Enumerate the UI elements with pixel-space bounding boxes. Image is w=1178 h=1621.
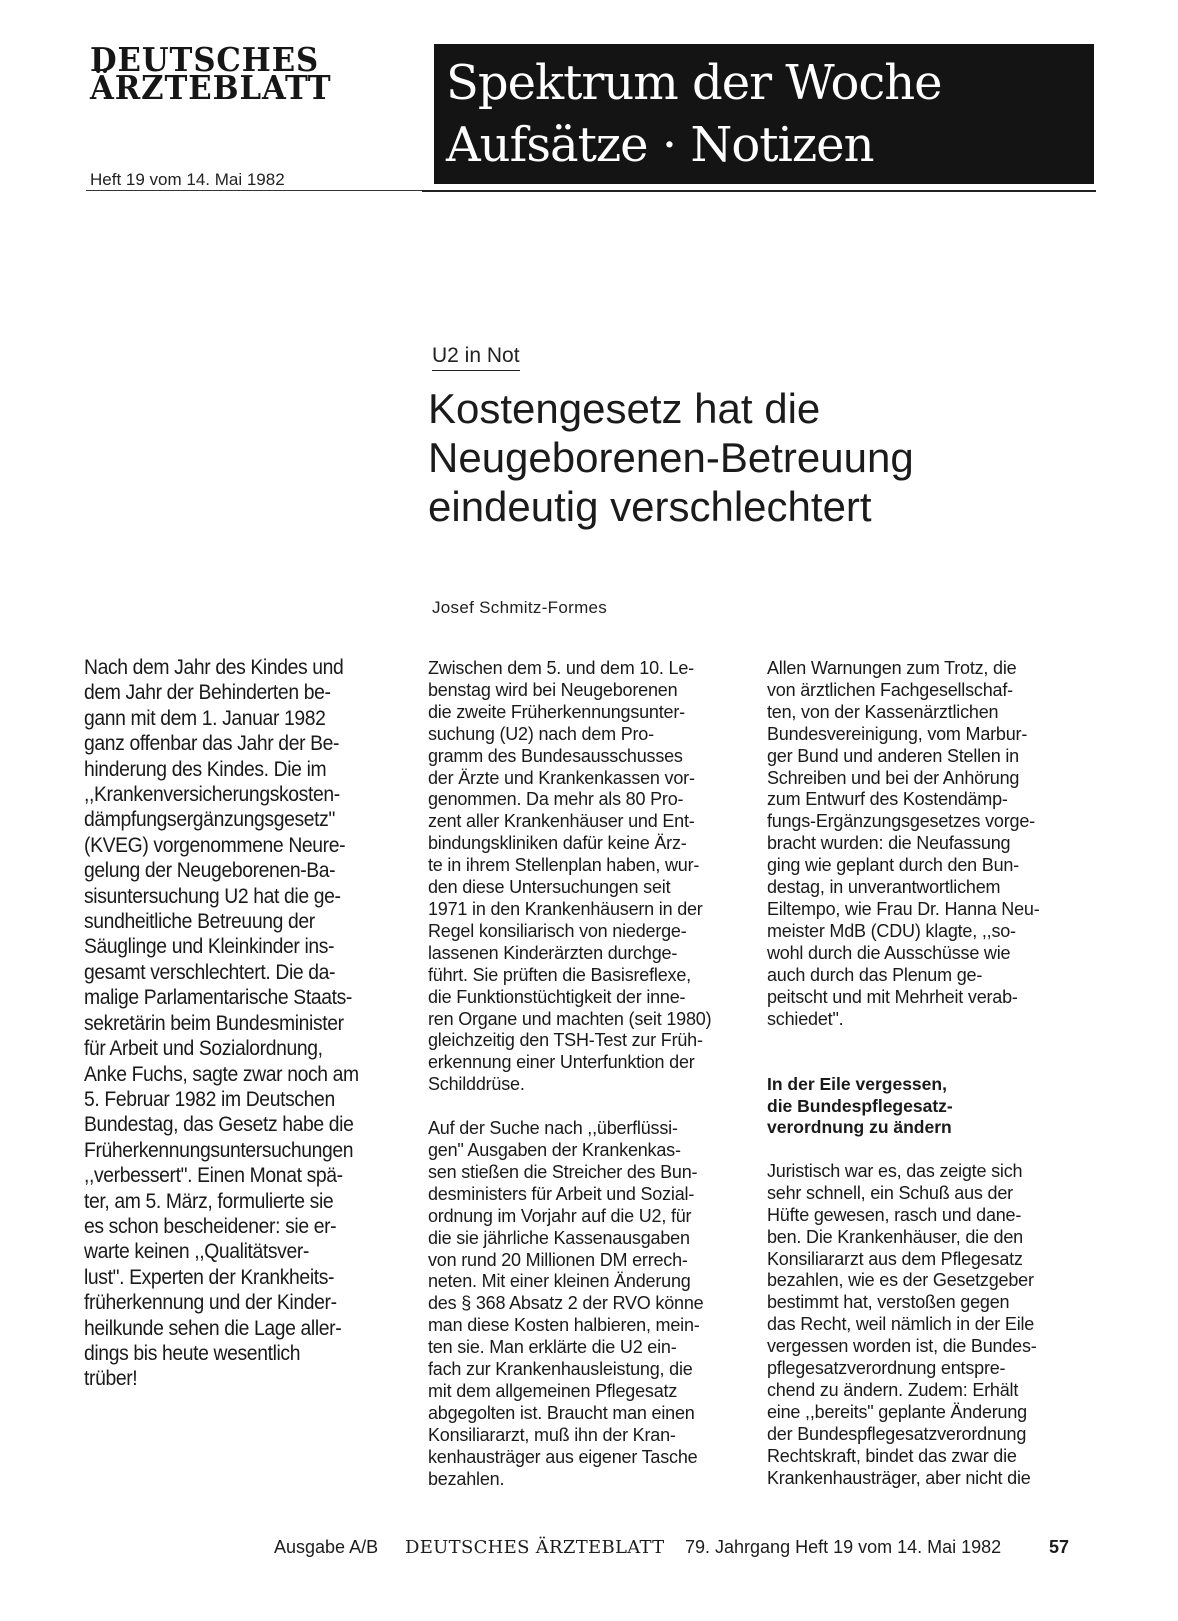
header-rule-left [86, 190, 422, 191]
text-line: ,,Krankenversicherungskosten- [84, 783, 340, 807]
text-line: Rechtskraft, bindet das zwar die [767, 1445, 1017, 1466]
paragraph-gap [767, 1139, 1085, 1161]
article-author: Josef Schmitz-Formes [432, 598, 608, 617]
section-banner [434, 44, 1094, 184]
text-line: gen" Ausgaben der Krankenkas- [428, 1140, 681, 1161]
text-line: malige Parlamentarische Staats- [84, 986, 352, 1010]
text-line: von rund 20 Millionen DM errech- [428, 1249, 688, 1270]
footer-volume: 79. Jahrgang Heft 19 vom 14. Mai 1982 [685, 1537, 1002, 1557]
text-line: das Recht, weil nämlich in der Eile [767, 1314, 1035, 1335]
text-line: die Bundespflegesatz- [767, 1095, 953, 1116]
masthead-line-2: ÄRZTEBLATT [90, 68, 332, 107]
text-line: 1971 in den Krankenhäusern in der [428, 898, 703, 919]
text-line: man diese Kosten halbieren, mein- [428, 1315, 700, 1336]
text-line: dings bis heute wesentlich [84, 1341, 301, 1365]
text-line: bestimmt hat, verstoßen gegen [767, 1292, 1010, 1313]
text-line: Schreiben und bei der Anhörung [767, 767, 1020, 788]
text-line: es schon bescheidener: sie er- [84, 1214, 337, 1238]
article-kicker: U2 in Not [432, 344, 520, 371]
text-line: verordnung zu ändern [767, 1117, 952, 1138]
text-line: gann mit dem 1. Januar 1982 [84, 706, 326, 730]
text-line: Anke Fuchs, sagte zwar noch am [84, 1062, 359, 1086]
text-line: von ärztlichen Fachgesellschaf- [767, 679, 1013, 700]
text-line: Früherkennungsuntersuchungen [84, 1138, 354, 1162]
page-number: 57 [1049, 1537, 1070, 1557]
text-line: zent aller Krankenhäuser und Ent- [428, 811, 695, 832]
text-line: mit dem allgemeinen Pflegesatz [428, 1381, 678, 1401]
text-line: schiedet". [767, 1008, 844, 1029]
text-line: zum Entwurf des Kostendämp- [767, 789, 1008, 810]
text-line: ger Bund und anderen Stellen in [767, 745, 1019, 766]
text-line: vergessen worden ist, die Bundes- [767, 1336, 1037, 1357]
text-line: kenhausträger aus eigener Tasche [428, 1446, 698, 1467]
text-line: ten, von der Kassenärztlichen [767, 701, 999, 722]
text-line: der Bundespflegesatzverordnung [767, 1423, 1027, 1444]
text-line: lassenen Kinderärzten durchge- [428, 942, 678, 963]
text-line: Konsiliararzt aus dem Pflegesatz [767, 1248, 1023, 1269]
text-line: 5. Februar 1982 im Deutschen [84, 1087, 335, 1111]
text-line: ,,verbessert". Einen Monat spä- [84, 1164, 343, 1188]
text-line: erkennung einer Unterfunktion der [428, 1052, 695, 1073]
text-line: gleichzeitig den TSH-Test zur Früh- [428, 1030, 703, 1051]
text-line: eine ,,bereits" geplante Änderung [767, 1401, 1027, 1422]
text-line: bindungskliniken dafür keine Ärz- [428, 833, 687, 854]
text-line: dämpfungsergänzungsgesetz" [84, 808, 335, 832]
text-line: Säuglinge und Kleinkinder ins- [84, 935, 335, 959]
paragraph-gap [767, 1030, 1085, 1052]
text-line: desministers für Arbeit und Sozial- [428, 1183, 695, 1204]
text-line: bracht wurden: die Neufassung [767, 833, 1011, 854]
text-line: bezahlen, wie es der Gesetzgeber [767, 1270, 1034, 1291]
text-line: ganz offenbar das Jahr der Be- [84, 732, 340, 756]
text-line: Nach dem Jahr des Kindes und [84, 656, 344, 679]
article-column-2 [428, 658, 746, 1491]
text-line: benstag wird bei Neugeborenen [428, 679, 678, 700]
article-column-3 [767, 658, 1085, 1490]
text-line: te in ihrem Stellenplan haben, wur- [428, 855, 700, 876]
text-line: dem Jahr der Behinderten be- [84, 681, 331, 705]
text-line: Zwischen dem 5. und dem 10. Le- [428, 658, 694, 678]
text-line: Schilddrüse. [428, 1074, 525, 1095]
text-line: Juristisch war es, das zeigte sich [767, 1160, 1023, 1181]
text-line: Regel konsiliarisch von niederge- [428, 920, 687, 941]
text-line: destag, in unverantwortlichem [767, 877, 1001, 898]
text-line: chend zu ändern. Zudem: Erhält [767, 1379, 1019, 1400]
headline-line: Neugeborenen-Betreuung [428, 434, 914, 481]
article-column-1 [84, 655, 406, 1392]
text-line: In der Eile vergessen, [767, 1074, 947, 1095]
text-line: Eiltempo, wie Frau Dr. Hanna Neu- [767, 898, 1040, 919]
masthead-line-1: DEUTSCHES [90, 40, 320, 79]
text-line: peitscht und mit Mehrheit verab- [767, 986, 1018, 1007]
text-line: hinderung des Kindes. Die im [84, 757, 327, 781]
text-line: sisuntersuchung U2 hat die ge- [84, 884, 341, 908]
text-line: meister MdB (CDU) klagte, ,,so- [767, 920, 1016, 941]
text-line: gesamt verschlechtert. Die da- [84, 960, 336, 984]
text-line: die sie jährliche Kassenausgaben [428, 1227, 690, 1248]
text-line: trüber! [84, 1367, 138, 1391]
text-line: warte keinen ,,Qualitätsver- [84, 1240, 310, 1264]
text-line: genommen. Da mehr als 80 Pro- [428, 789, 684, 810]
footer-edition: Ausgabe A/B [274, 1537, 379, 1557]
text-line: heilkunde sehen die Lage aller- [84, 1316, 342, 1340]
text-line: des § 368 Absatz 2 der RVO könne [428, 1293, 704, 1314]
text-line: sundheitliche Betreuung der [84, 910, 315, 934]
text-line: sekretärin beim Bundesminister [84, 1011, 344, 1035]
text-line: bezahlen. [428, 1468, 505, 1489]
masthead-logo [90, 40, 388, 107]
header-rule-right [422, 190, 1096, 192]
text-line: Bundestag, das Gesetz habe die [84, 1113, 354, 1137]
text-line: ordnung im Vorjahr auf die U2, für [428, 1205, 692, 1226]
text-line: der Ärzte und Krankenkassen vor- [428, 767, 695, 788]
text-line: sehr schnell, ein Schuß aus der [767, 1182, 1013, 1203]
text-line: ten sie. Man erklärte die U2 ein- [428, 1337, 677, 1358]
text-line: Krankenhausträger, aber nicht die [767, 1467, 1031, 1488]
headline-line: Kostengesetz hat die [428, 385, 821, 432]
headline-line: eindeutig verschlechtert [428, 483, 872, 530]
text-line: auch durch das Plenum ge- [767, 964, 983, 985]
text-line: (KVEG) vorgenommene Neure- [84, 833, 346, 857]
text-line: Auf der Suche nach ,,überflüssi- [428, 1118, 678, 1139]
article-headline [428, 384, 1088, 531]
text-line: ren Organe und machten (seit 1980) [428, 1008, 712, 1029]
text-line: Allen Warnungen zum Trotz, die [767, 658, 1017, 678]
text-line: die Funktionstüchtigkeit der inne- [428, 986, 686, 1007]
text-line: gelung der Neugeborenen-Ba- [84, 859, 336, 883]
text-line: den diese Untersuchungen seit [428, 877, 671, 898]
paragraph-gap [428, 1096, 746, 1118]
text-line: fungs-Ergänzungsgesetzes vorge- [767, 811, 1035, 832]
text-line: neten. Mit einer kleinen Änderung [428, 1271, 691, 1292]
text-line: ging wie geplant durch den Bun- [767, 855, 1019, 876]
footer-journal-name: DEUTSCHES ÄRZTEBLATT [405, 1537, 665, 1558]
text-line: sen stießen die Streicher des Bun- [428, 1161, 698, 1182]
page-footer [0, 1537, 1178, 1567]
text-line: für Arbeit und Sozialordnung, [84, 1037, 323, 1061]
text-line: abgegolten ist. Braucht man einen [428, 1402, 695, 1423]
paragraph-gap [767, 1052, 1085, 1074]
text-line: pflegesatzverordnung entspre- [767, 1358, 1006, 1379]
text-line: suchung (U2) nach dem Pro- [428, 723, 654, 744]
text-line: die zweite Früherkennungsunter- [428, 701, 685, 722]
banner-line-2: Aufsätze · Notizen [446, 117, 874, 173]
banner-line-1: Spektrum der Woche [446, 55, 942, 111]
text-line: ben. Die Krankenhäuser, die den [767, 1226, 1023, 1247]
text-line: gramm des Bundesausschusses [428, 745, 683, 766]
issue-date: Heft 19 vom 14. Mai 1982 [90, 170, 285, 189]
text-line: lust". Experten der Krankheits- [84, 1265, 335, 1289]
text-line: früherkennung und der Kinder- [84, 1291, 337, 1315]
text-line: Konsiliararzt, muß ihn der Kran- [428, 1424, 676, 1445]
text-line: Bundesvereinigung, vom Marbur- [767, 723, 1028, 744]
text-line: fach zur Krankenhausleistung, die [428, 1359, 693, 1380]
text-line: ter, am 5. März, formulierte sie [84, 1189, 334, 1213]
text-line: wohl durch die Ausschüsse wie [767, 942, 1011, 963]
text-line: führt. Sie prüften die Basisreflexe, [428, 964, 691, 985]
text-line: Hüfte gewesen, rasch und dane- [767, 1204, 1022, 1225]
